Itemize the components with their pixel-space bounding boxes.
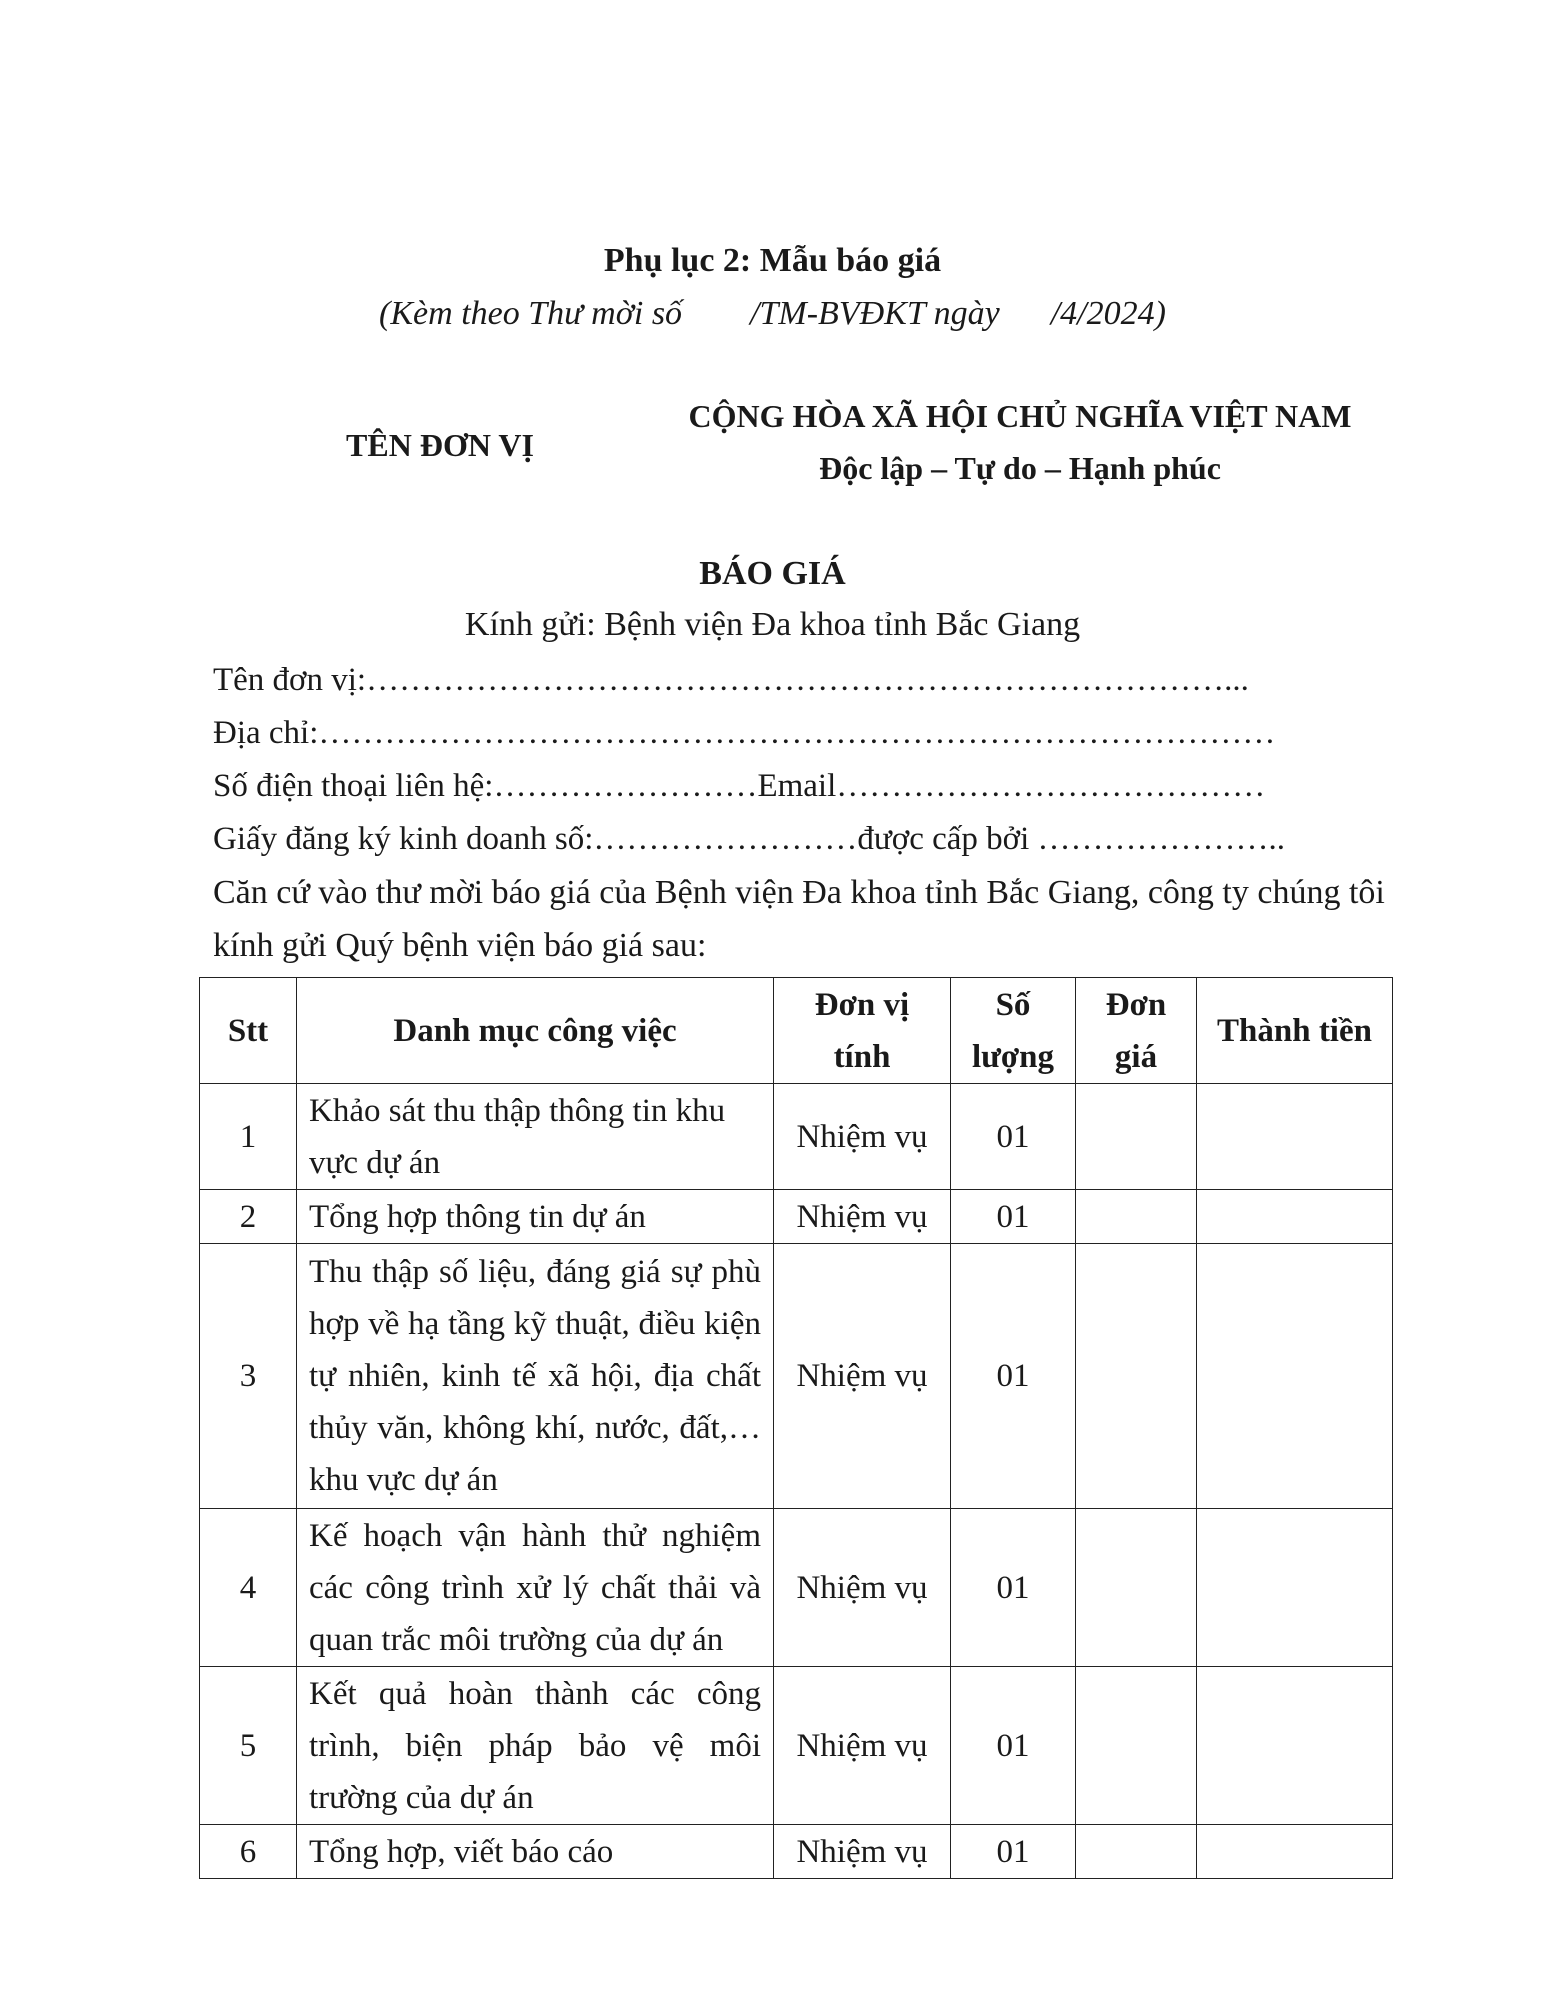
unit-name-heading: TÊN ĐƠN VỊ [346,427,534,463]
phone-email-field: Số điện thoại liên hệ:……………………Email………………………………… [213,768,1266,804]
row-price [1076,1667,1197,1825]
row-unit: Nhiệm vụ [774,1244,951,1509]
row-price [1076,1244,1197,1509]
row-unit: Nhiệm vụ [774,1509,951,1667]
quotation-table [199,977,1393,1879]
row-price [1076,1825,1197,1879]
row-unit: Nhiệm vụ [774,1667,951,1825]
row-item: Khảo sát thu thập thông tin khu vực dự án [297,1084,774,1190]
row-price [1076,1190,1197,1244]
row-unit: Nhiệm vụ [774,1825,951,1879]
row-total [1197,1667,1393,1825]
appendix-title: Phụ lục 2: Mẫu báo giá [603,242,942,279]
table-row [200,1509,1393,1667]
table-header-row [200,978,1393,1084]
row-qty: 01 [951,1667,1076,1825]
recipient-line: Kính gửi: Bệnh viện Đa khoa tỉnh Bắc Giang [464,606,1081,643]
row-qty: 01 [951,1244,1076,1509]
header-price: Đơn giá [1076,978,1197,1084]
appendix-subtitle: (Kèm theo Thư mời số /TM-BVĐKT ngày /4/2024) [379,295,1166,332]
row-total [1197,1244,1393,1509]
row-qty: 01 [951,1084,1076,1190]
header-stt: Stt [200,978,297,1084]
header-unit: Đơn vị tính [774,978,951,1084]
row-item: Thu thập số liệu, đáng giá sự phù hợp về hạ tầng kỹ thuật, điều kiện tự nhiên, kinh tế xã hội, địa chất thủy văn, không khí, nước, đất,…khu vực dự án [297,1244,774,1509]
row-item: Kế hoạch vận hành thử nghiệm các công trình xử lý chất thải và quan trắc môi trường của dự án [297,1509,774,1667]
row-total [1197,1509,1393,1667]
row-total [1197,1084,1393,1190]
table-row [200,1825,1393,1879]
table-row [200,1084,1393,1190]
row-stt: 1 [200,1084,297,1190]
table-row [200,1244,1393,1509]
row-stt: 4 [200,1509,297,1667]
row-total [1197,1190,1393,1244]
row-stt: 3 [200,1244,297,1509]
row-unit: Nhiệm vụ [774,1084,951,1190]
row-unit: Nhiệm vụ [774,1190,951,1244]
row-price [1076,1084,1197,1190]
row-item: Tổng hợp thông tin dự án [297,1190,774,1244]
table-row [200,1190,1393,1244]
intro-paragraph: Căn cứ vào thư mời báo giá của Bệnh viện Đa khoa tỉnh Bắc Giang, công ty chúng tôi kính gửi Quý bệnh viện báo giá sau: [213,874,1385,964]
document-title: BÁO GIÁ [699,555,846,592]
row-qty: 01 [951,1825,1076,1879]
address-field: Địa chỉ:…………………………………………………………………………… [213,715,1276,751]
header-item: Danh mục công việc [297,978,774,1084]
national-title: CỘNG HÒA XÃ HỘI CHỦ NGHĨA VIỆT NAM [688,398,1352,434]
unit-name-field: Tên đơn vị:……………………………………………………………………... [213,662,1249,698]
table-row [200,1667,1393,1825]
row-stt: 6 [200,1825,297,1879]
row-total [1197,1825,1393,1879]
row-price [1076,1509,1197,1667]
row-item: Tổng hợp, viết báo cáo [297,1825,774,1879]
header-qty: Số lượng [951,978,1076,1084]
row-qty: 01 [951,1509,1076,1667]
row-item: Kết quả hoàn thành các công trình, biện pháp bảo vệ môi trường của dự án [297,1667,774,1825]
row-stt: 5 [200,1667,297,1825]
row-qty: 01 [951,1190,1076,1244]
header-total: Thành tiền [1197,978,1393,1084]
business-license-field: Giấy đăng ký kinh doanh số:……………………được cấp bởi ………………….. [213,821,1286,857]
row-stt: 2 [200,1190,297,1244]
national-motto: Độc lập – Tự do – Hạnh phúc [819,450,1221,486]
